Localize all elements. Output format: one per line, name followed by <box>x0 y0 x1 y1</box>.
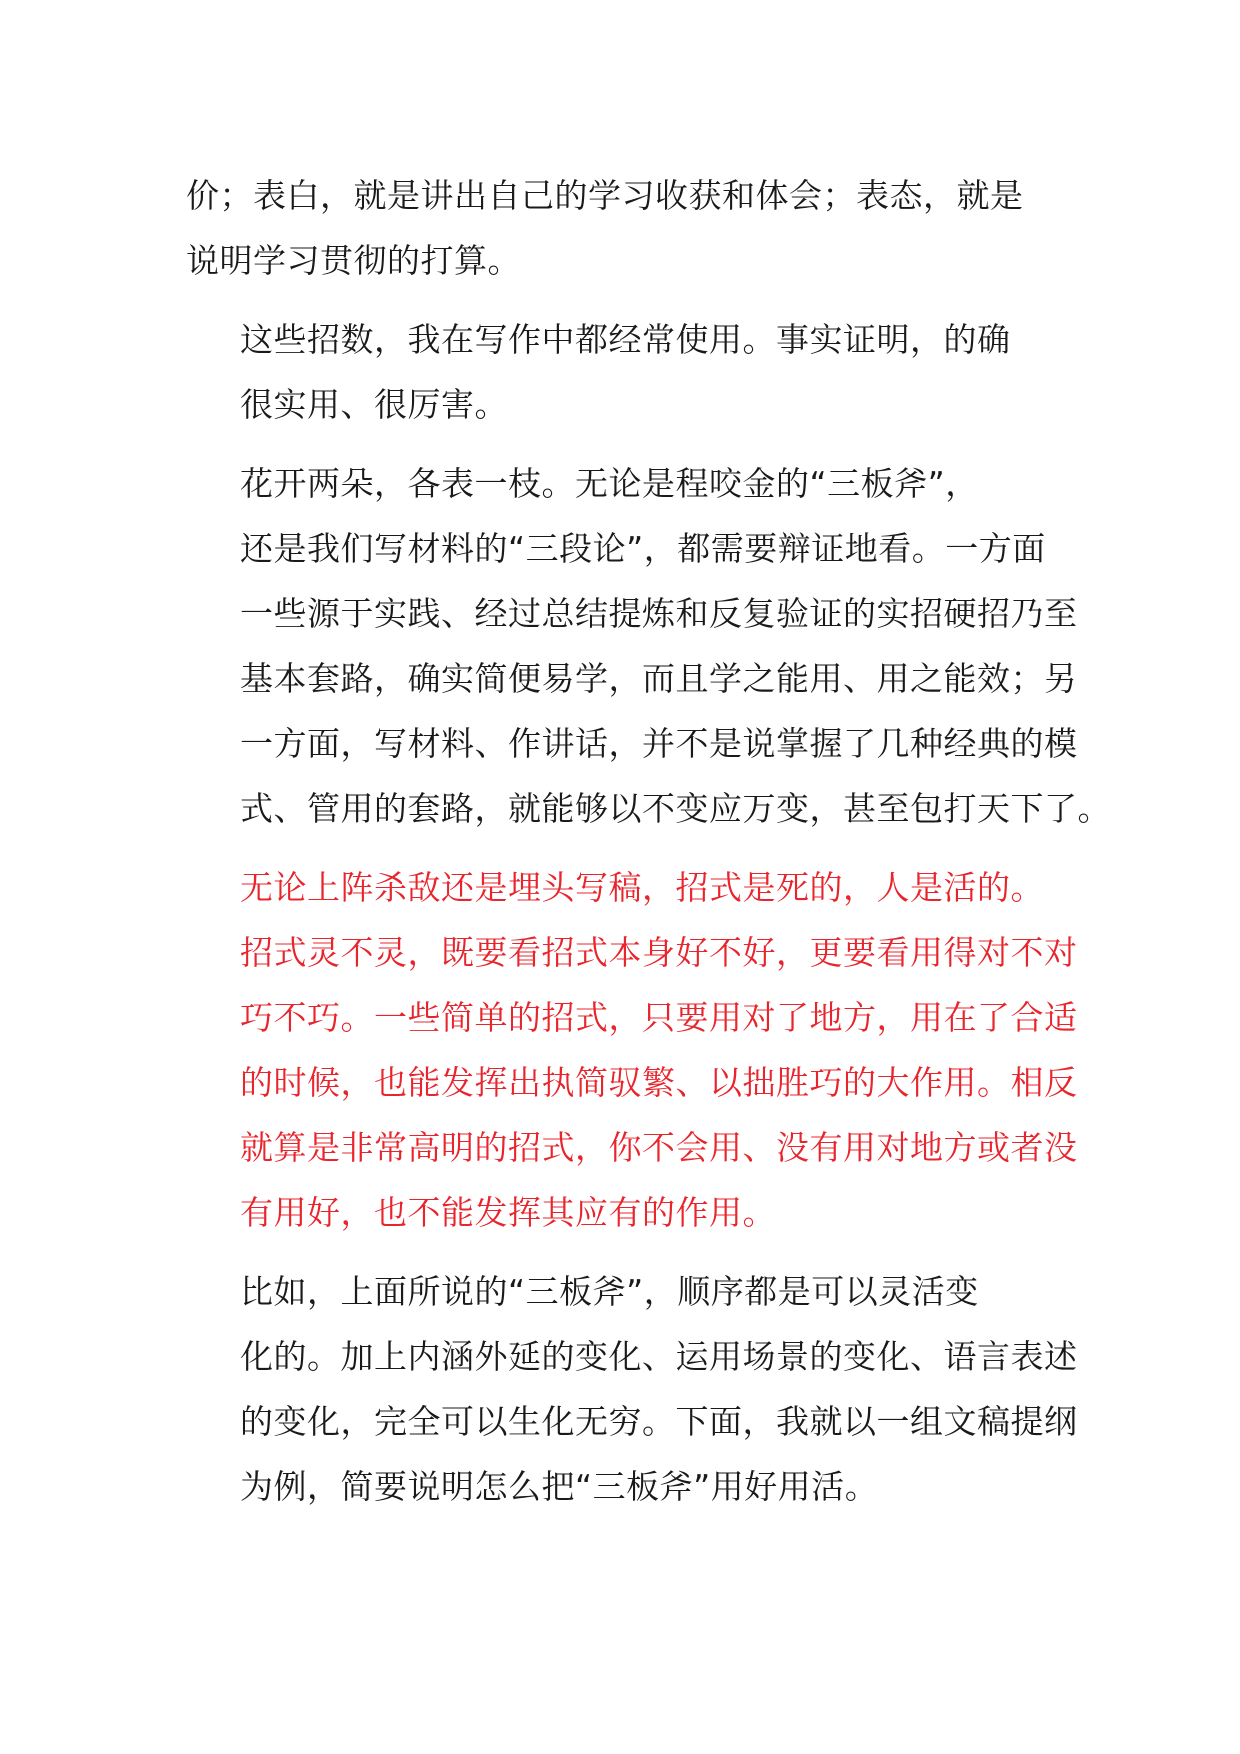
paragraph-line: 的时候，也能发挥出执简驭繁、以拙胜巧的大作用。相反 <box>240 1063 1078 1102</box>
paragraph-line: 很实用、很厉害。 <box>240 385 508 424</box>
paragraph-line: 式、管用的套路，就能够以不变应万变，甚至包打天下了。 <box>240 789 1111 828</box>
document-body <box>186 163 1111 1533</box>
paragraph-line: 招式灵不灵，既要看招式本身好不好，更要看用得对不对 <box>240 933 1078 972</box>
paragraph-2 <box>186 307 1066 437</box>
paragraph-line: 基本套路，确实简便易学，而且学之能用、用之能效；另 <box>240 659 1078 698</box>
paragraph-line: 花开两朵，各表一枝。无论是程咬金的“三板斧”， <box>240 464 979 503</box>
paragraph-line: 无论上阵杀敌还是埋头写稿，招式是死的，人是活的。 <box>240 868 1044 907</box>
paragraph-line: 有用好，也不能发挥其应有的作用。 <box>240 1193 776 1232</box>
paragraph-3 <box>186 451 1111 841</box>
paragraph-line: 还是我们写材料的“三段论”，都需要辩证地看。一方面 <box>240 529 1046 568</box>
paragraph-1 <box>186 163 1066 293</box>
paragraph-line: 巧不巧。一些简单的招式，只要用对了地方，用在了合适 <box>240 998 1078 1037</box>
paragraph-line: 就算是非常高明的招式，你不会用、没有用对地方或者没 <box>240 1128 1078 1167</box>
paragraph-line: 为例，简要说明怎么把“三板斧”用好用活。 <box>240 1467 879 1506</box>
paragraph-line: 化的。加上内涵外延的变化、运用场景的变化、语言表述 <box>240 1337 1078 1376</box>
paragraph-line: 价；表白，就是讲出自己的学习收获和体会；表态，就是 <box>186 176 1024 215</box>
paragraph-line: 说明学习贯彻的打算。 <box>186 241 521 280</box>
paragraph-line: 这些招数，我在写作中都经常使用。事实证明，的确 <box>240 320 1011 359</box>
paragraph-5 <box>186 1259 1078 1519</box>
paragraph-4-highlighted <box>186 855 1078 1245</box>
paragraph-line: 一方面，写材料、作讲话，并不是说掌握了几种经典的模 <box>240 724 1078 763</box>
paragraph-line: 的变化，完全可以生化无穷。下面，我就以一组文稿提纲 <box>240 1402 1078 1441</box>
paragraph-line: 一些源于实践、经过总结提炼和反复验证的实招硬招乃至 <box>240 594 1078 633</box>
paragraph-line: 比如，上面所说的“三板斧”，顺序都是可以灵活变 <box>240 1272 979 1311</box>
